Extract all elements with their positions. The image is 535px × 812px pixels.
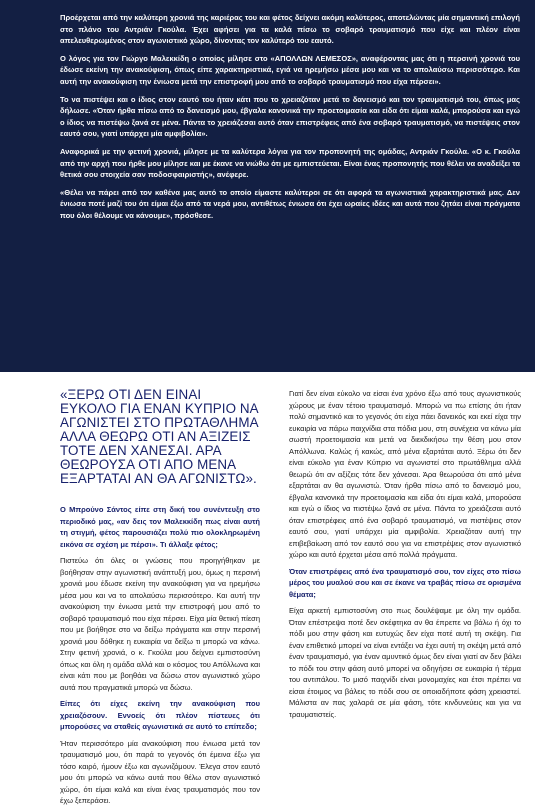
interview-question: Ο Μπρούνο Σάντος είπε στη δική του συνέντευξη στο περιοδικό μας, «αν δεις τον Μαλεκκίδη πως είναι αυτή τη στιγμή, φέτος παρουσιάζει πολύ πιο ολοκληρωμένη εικόνα σε σχέση με πέρσι». Τι άλλαξε φέτος; [60, 505, 260, 549]
intro-paragraph: Προέρχεται από την καλύτερη χρονιά της καριέρας του και φέτος δείχνει ακόμη καλύτερος, αποτελώντας μία σημαντική επιλογή στο πλάνο του Αντριάν Γκούλα. Έχει αφήσει για τα καλά πίσω το σοβαρό τραυματισμό που είχε και πλέον είναι απελευθερωμένος στον αγωνιστικό χώρο, δίνοντας τον καλύτερό του εαυτό. [60, 13, 520, 46]
intro-text [60, 12, 520, 228]
right-column [289, 388, 521, 725]
intro-paragraph: Αναφορικά με την φετινή χρονιά, μίλησε με τα καλύτερα λόγια για τον προπονητή της ομάδας, Αντριάν Γκούλα. «Ο κ. Γκούλα από την αρχή που ήρθε μου μίλησε και με έκανε να νιώθω ότι με εμπιστεύεται. Είναι ένας προπονητής που θέλει να αναδείξει τα θετικά σου στοιχεία σαν ποδοσφαιριστής», ανέφερε. [60, 146, 520, 180]
interview-answer: Πιστεύω ότι όλες οι γνώσεις που προηγήθηκαν με βοήθησαν στην αγωνιστική ανάπτυξή μου, όμως η περσινή χρονιά μου έδωσε εκείνη την ανακούφιση για να ηρεμήσω μέσα μου και να το απολαύσω περισσότερο. Και αυτή την ανακούφιση την ένιωσα μετά την επιστροφή μου από το σοβαρό τραυματισμό που είχα πέρσει. Είχα μία θετική πίεση που με βοήθησε στο να δείξω πράγματα και στην περσινή χρονιά μου δόθηκε η ευκαιρία να δείξω τι μπορώ να κάνω. Στην φετινή χρονιά, ο κ. Γκούλα μου δείχνει εμπιστοσύνη όπως και όλη η ομάδα αλλά και ο κόσμος του Απόλλωνα και είναι κάτι που με βοηθάει να δώσω στον αγωνιστικό χώρο αυτά που πραγματικά μπορώ να δώσω. [60, 556, 260, 692]
interview-question: Είπες ότι είχες εκείνη την ανακούφιση που χρειαζόσουν. Εννοείς ότι πλέον πίστευες ότι μπορούσες να σταθείς αγωνιστικά σε αυτό το επίπεδο; [60, 699, 260, 731]
interview-answer: Είχα αρκετή εμπιστοσύνη στο πως δουλέψαμε με όλη την ομάδα. Όταν επέστρεψα ποτέ δεν σκέφτηκα αν θα έπρεπε να βάλω ή όχι το πόδι μου στην φάση και ευτυχώς δεν είχα ποτέ αυτή τη σκέψη. Για έναν επιθετικό μπορεί να είναι εντάξει να έχει αυτή τη σκέψη μετά από έναν τραυματισμό, για έναν αμυντικό όμως δεν είναι γιατί αν δεν βάλει το πόδι του στην φάση αυτό μπορεί να οδηγήσει σε ευκαιρία ή τέρμα του αντιπάλου. Το μισό παιχνίδι είναι μονομαχίες και έτσι πρέπει να είσαι έτοιμος να βάλεις το πόδι σου σε οποιαδήποτε φάση χρειαστεί. Μάλιστα αν πας χαλαρά σε μία φάση, τότε κινδυνεύεις και για να τραυματιστείς. [289, 606, 521, 719]
intro-paragraph: Το να πιστέψει και ο ίδιος στον εαυτό του ήταν κάτι που το χρειαζόταν μετά το δανεισμό και τον τραυματισμό του, όπως μας δήλωσε. «Όταν ήρθα πίσω από το δανεισμό μου, έβγαλα κανονικά την προετοιμασία και είδα ότι είμαι καλά, μπορούσα και εγώ ο ίδιος να πιστέψω ξανά σε μένα. Πάντα το χρειάζεσαι αυτό όταν επιστρέφεις από ένα σοβαρό τραυματισμό, να πιστέψεις στον εαυτό σου, γιατί υπάρχει μία αμφιβολία». [60, 94, 520, 139]
pull-quote: «ΞΕΡΩ ΟΤΙ ΔΕΝ ΕΙΝΑΙ ΕΥΚΟΛΟ ΓΙΑ ΕΝΑΝ ΚΥΠΡΙΟ ΝΑ ΑΓΩΝΙΣΤΕΙ ΣΤΟ ΠΡΩΤΑΘΛΗΜΑ ΑΛΛΑ ΘΕΩΡΩ ΟΤΙ ΑΝ ΑΞΙΖΕΙΣ ΤΟΤΕ ΔΕΝ ΧΑΝΕΣΑΙ. ΑΡΑ ΘΕΩΡΟΥΣΑ ΟΤΙ ΑΠΟ ΜΕΝΑ ΕΞΑΡΤΑΤΑΙ ΑΝ ΘΑ ΑΓΩΝΙΣΤΩ». [60, 387, 258, 486]
left-column [60, 504, 260, 812]
intro-paragraph: Ο λόγος για τον Γιώργο Μαλεκκίδη ο οποίος μίλησε στο «ΑΠΟΛΛΩΝ ΛΕΜΕΣΟΣ», αναφέροντας μας ότι η περσινή χρονιά του έδωσε εκείνη την ανακούφιση, όπως είπε χαρακτηριστικά, εγιά να ηρεμήσω μέσα μου και να το απολαύσω περισσότερο. Και αυτή την ανακούφιση την ένιωσα μετά την επιστροφή μου από το σοβαρό τραυματισμό που είχα πέρσει». [60, 53, 520, 86]
intro-paragraph: «Θέλει να πάρει από τον καθένα μας αυτό το οποίο είμαστε καλύτεροι σε ότι αφορά τα αγωνιστικά χαρακτηριστικά μας. Δεν ένιωσα ποτέ μαζί του ότι είμαι έξω από τα νερά μου, αντιθέτως ένιωσα ότι έχει ωραίες ιδέες και αυτά που ζητάει είναι πράγματα που όλοι θέλουμε να κάνουμε», πρόσθεσε. [60, 187, 520, 220]
interview-answer: Ήταν περισσότερο μία ανακούφιση που ένιωσα μετά τον τραυματισμό μου, ότι παρά το γεγονός ότι έμεινα έξω για τόσο καιρό, ήμουν έξω και αγωνιζόμουν. Έλεγα στον εαυτό μου ότι μπορώ να κάνω αυτά που θέλω στον αγωνιστικό χώρο, ότι είμαι καλά και είναι ένας τραυματισμός που τον έχω ξεπεράσει. [60, 738, 260, 805]
interview-question: Όταν επιστρέφεις από ένα τραυματισμό σου, τον είχες στο πίσω μέρος του μυαλού σου και σε έκανε να τραβάς πίσω σε ορισμένα θέματα; [289, 566, 521, 599]
intro-panel [0, 0, 535, 372]
interview-answer: Γιατί δεν είναι εύκολο να είσαι ένα χρόνο έξω από τους αγωνιστικούς χώρους με έναν τέτοιο τραυματισμό. Μπορώ να πω επίσης ότι ήταν πολύ σημαντικό και το γεγονός ότι είχα πάει δανεικός και εκεί είχα την ευκαιρία να πάρω παιχνίδια στα πόδια μου, στη συνέχεια να κάνω μία σωστή προετοιμασία και μετά να διεκδικήσω την θέση μου στον Απόλλωνα. Καλώς ή κακώς, από μένα εξαρτάται αυτό. Ξέρω ότι δεν είναι εύκολο για έναν Κύπριο να αγωνιστεί στο πρωτάθλημα αλλά θεωρώ ότι αν αξίζεις τότε δεν χάνεσαι. Άρα θεωρούσα ότι από μένα εξαρτάται αν θα αγωνιστώ. Όταν ήρθα πίσω από το δανεισμό μου, έβγαλα κανονικά την προετοιμασία και είδα ότι είμαι καλά, μπορούσα και εγώ ο ίδιος να πιστέψω ξανά σε μένα. Πάντα το χρειάζεσαι αυτό όταν επιστρέφεις από ένα σοβαρό τραυματισμό, να πιστέψεις στον εαυτό σου, γιατί υπάρχει μία αμφιβολία. Χρειαζόταν αυτή την επιβεβαίωση από τον εαυτό σου για να επιστρέψεις στον αγωνιστικό χώρο και αυτό έρχεται μέσα από πολλά πράγματα. [289, 389, 521, 559]
